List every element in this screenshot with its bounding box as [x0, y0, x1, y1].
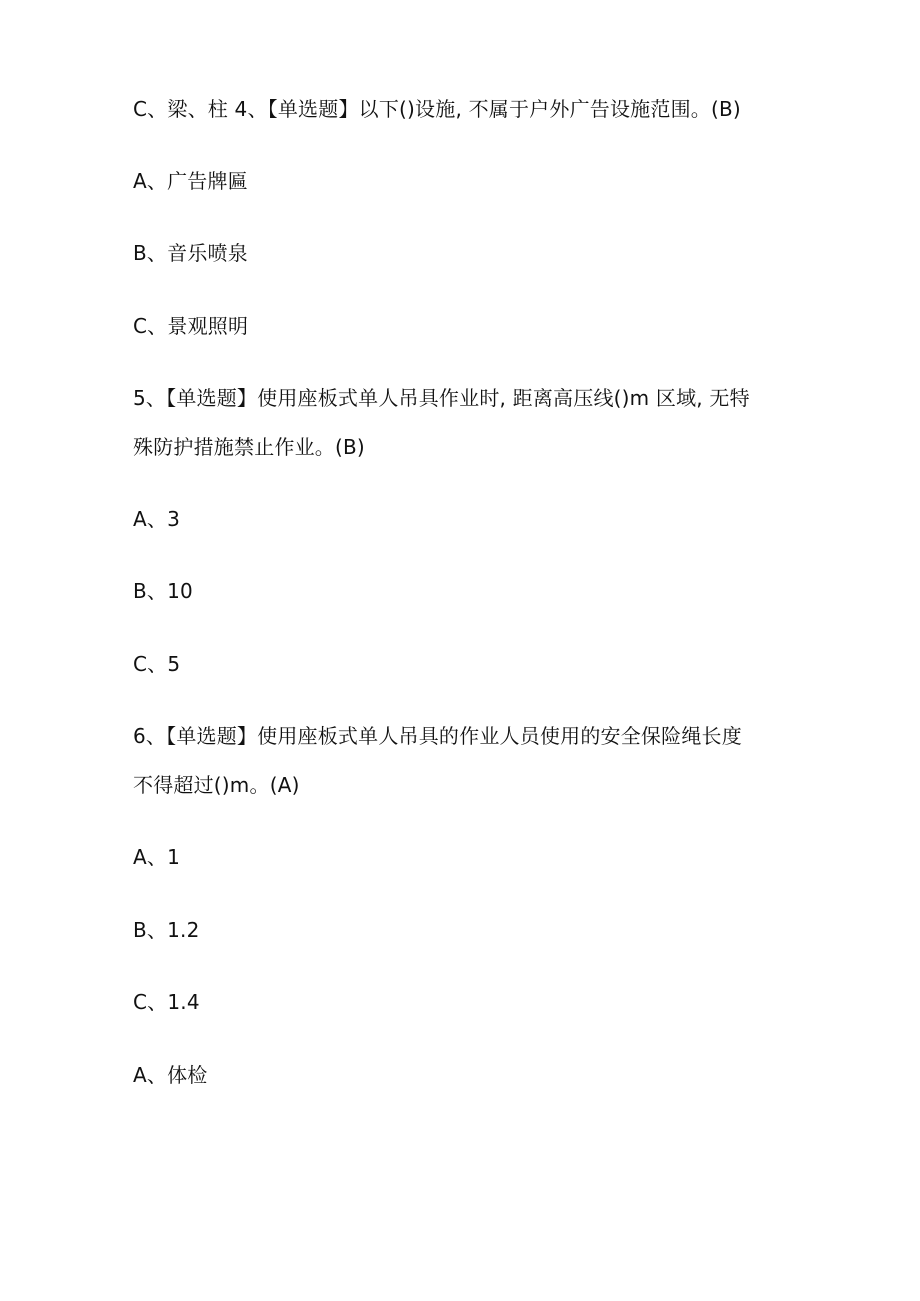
text-line-option-a-q4: A、广告牌匾 [133, 169, 248, 193]
text-line-option-c-q4: C、景观照明 [133, 314, 249, 338]
question-5-line-2: 殊防护措施禁止作业。(B) [133, 435, 365, 459]
text-line-option-c-q3: C、梁、柱 4、【单选题】以下()设施, 不属于户外广告设施范围。(B) [133, 97, 741, 121]
text-line-option-a-q5: A、3 [133, 507, 181, 531]
question-5-line-1: 5、【单选题】使用座板式单人吊具作业时, 距离高压线()m 区域, 无特 [133, 386, 750, 410]
text-line-option-a-q6: A、1 [133, 845, 181, 869]
question-6-line-1: 6、【单选题】使用座板式单人吊具的作业人员使用的安全保险绳长度 [133, 724, 742, 748]
question-6-line-2: 不得超过()m。(A) [133, 773, 300, 797]
text-line-option-a-next: A、体检 [133, 1063, 208, 1087]
text-line-option-b-q6: B、1.2 [133, 918, 200, 942]
text-line-option-c-q6: C、1.4 [133, 990, 200, 1014]
text-line-option-b-q5: B、10 [133, 579, 193, 603]
text-line-option-b-q4: B、音乐喷泉 [133, 241, 248, 265]
text-line-option-c-q5: C、5 [133, 652, 181, 676]
